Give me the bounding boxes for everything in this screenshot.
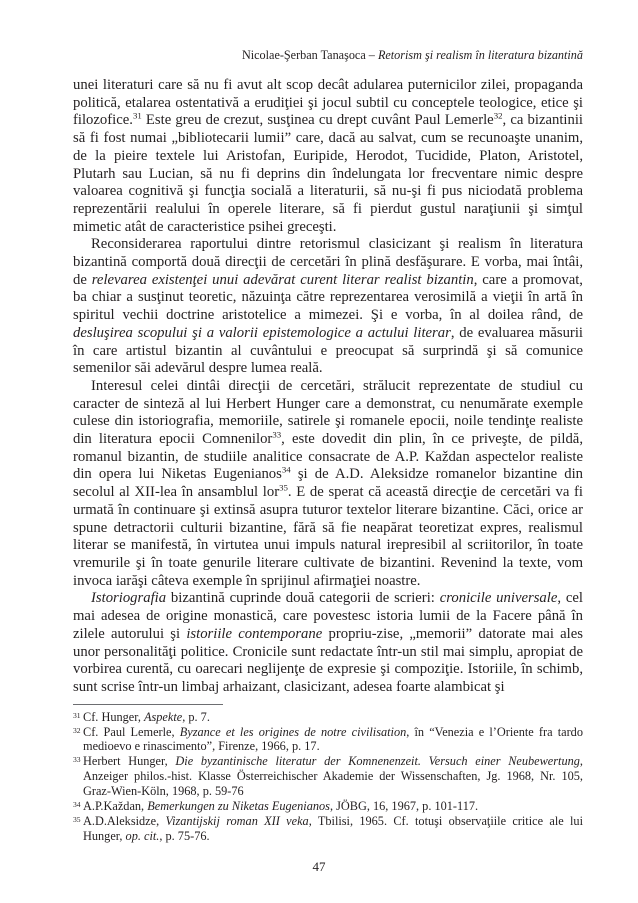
footnote-number: 35	[73, 814, 81, 824]
footnote-ref: 34	[281, 465, 291, 476]
text-run: unei literaturi care să nu fi avut alt scop decât adularea puternicilor zilei, propaganda politică, etalarea ostentativă a erudiţiei şi jocul subtil cu conceptele teologice, etice şi filozofice.	[73, 77, 583, 129]
footnote-separator-rule	[73, 704, 223, 705]
footnote-ref: 35	[279, 482, 288, 493]
italic-text: cronicile universale	[439, 590, 558, 607]
italic-text: Istoriografia	[91, 590, 167, 607]
text-run: , de evaluarea măsurii în care artistul bizantin al cuvântului e preocupat să surprindă şi să comunice semenilor săi adevărul despre lumea reală.	[73, 324, 583, 377]
text-run: , este dovedit din plin, în ce priveşte, de pildă, romanul bizantin, de studiile analitice consacrate de A.P. Každan aspectelor realiste din opera lui Niketas Eugenianos	[73, 431, 583, 483]
italic-text: istoriile contemporane	[186, 625, 323, 642]
italic-text: Vizantijskij roman XII veka	[165, 813, 309, 828]
footnote-text	[83, 710, 210, 724]
paragraph	[73, 590, 583, 696]
footnote	[73, 799, 583, 814]
footnote	[73, 814, 583, 844]
italic-text: desluşirea scopului şi a valorii epistemologice a actului literar	[73, 324, 451, 341]
text-run: Reconsiderarea raportului dintre retorismul clasicizant şi realism în literatura bizantină comportă două direcţii de cercetări în plină desfăşurare. E vorba, mai întâi, de	[73, 236, 583, 288]
italic-text: relevarea existenţei unui adevărat curent literar realist bizantin	[91, 271, 474, 288]
text-run: , ca bizantinii să fi fost numai „bibliotecarii lumii” care, dacă au salvat, cum se recunoaşte unanim, de la pieire textele lui Aristofan, Euripide, Herodot, Tucidide, Platon, Aristotel, Plutarh sau Lucian, să nu fi deprins din îndelungata lor frecventare nimic despre valoarea cognitivă şi funcţia socială a literaturii, să nu-şi fi pus niciodată problema reprezentării realului în operele literare, să fi pierdut gustul naraţiunii şi simţul mimetic atât de caracteristice psihei greceşti.	[73, 112, 583, 235]
footnote	[73, 710, 583, 725]
text-run: Interesul celei dintâi direcţii de cercetări, strălucit reprezentate de studiul cu caracter de sinteză al lui Herbert Hunger care a demonstrat, cu nenumărate exemple culese din istoriografia, memoriile, satirele şi romanele epocii, noile tendinţe realiste din literatura epocii Comnenilor	[73, 377, 583, 448]
footnote-ref: 32	[493, 111, 503, 122]
running-header	[242, 48, 583, 63]
header-title: Retorism şi realism în literatura bizantină	[377, 48, 583, 62]
text-run: şi de A.D. Aleksidze romanelor bizantine din secolul al XII-lea în ansamblul lor	[73, 466, 583, 501]
text-run: A.D.Aleksidze,	[83, 813, 166, 828]
paragraph	[73, 378, 583, 590]
italic-text: Aspekte	[143, 709, 183, 724]
footnote	[73, 725, 583, 755]
footnote-text	[83, 814, 583, 843]
text-run: . E de sperat că această direcţie de cercetări va fi urmată în continuare şi extinsă asupra tuturor textelor literare bizantine. Căci, orice ar spune detractorii culturii bizantine, fără să fie neapărat teoretizat expres, realismul literar se manifestă, în virtutea unui impuls natural irepresibil al scriitorilor, în toate vremurile şi în toate genurile literare cultivate de bizantini. Revenind la texte, vom invoca iarăşi câteva exemple în sprijinul afirmaţiei noastre.	[73, 484, 583, 589]
text-run: , p. 7.	[182, 709, 210, 724]
text-run: Este greu de crezut, susţinea cu drept cuvânt Paul Lemerle	[141, 112, 494, 129]
text-run: A.P.Každan,	[83, 799, 148, 814]
page-number: 47	[312, 858, 326, 874]
footnote-number: 32	[73, 725, 81, 735]
footnote-number: 33	[73, 755, 81, 765]
footnote-ref: 31	[132, 111, 142, 122]
text-run: , JÖBG, 16, 1967, p. 101-117.	[329, 799, 479, 814]
paragraph	[73, 77, 583, 236]
footnote-text	[83, 725, 583, 754]
text-run: , Anzeiger philos.-hist. Klasse Österreichischer Akademie der Wissenschaften, Jg. 1968, Nr. 105, Graz-Wien-Köln, 1968, p. 59-76	[83, 754, 583, 799]
body-text	[73, 77, 583, 697]
text-run: Cf. Paul Lemerle,	[83, 724, 180, 739]
footnote-text	[83, 754, 583, 798]
italic-text: op. cit.	[125, 828, 160, 843]
header-author: Nicolae-Şerban Tanaşoca	[241, 48, 366, 62]
footnote-ref: 33	[272, 429, 282, 440]
text-run: , p. 75-76.	[159, 828, 210, 843]
header-separator: –	[368, 48, 375, 62]
footnote	[73, 754, 583, 799]
text-run: , care a promovat, ba chiar a susţinut teoretic, năzuinţa către reprezentarea verosimilă a vieţii în artă în spiritul vechii doctrine aristotelice a mimezei. Şi e vorba, în al doilea rând, de	[73, 271, 583, 324]
footnote-number: 31	[73, 710, 81, 720]
text-run: , Tbilisi, 1965. Cf. totuşi observaţiile critice ale lui Hunger,	[83, 813, 583, 843]
text-block	[73, 77, 583, 874]
text-run: propriu-zise, „memorii” datorate mai ales unor personalităţi politice. Cronicile sunt redactate într-un stil mai simplu, apropiat de vorbirea curentă, cu oarecari neglijenţe de expresie şi compoziţie. Istoriile, în schimb, sunt scrise într-un limbaj arhaizant, clasicizant, adesea foarte alambicat şi	[73, 625, 583, 695]
italic-text: Die byzantinische literatur der Komnenenzeit. Versuch einer Neubewertung	[175, 754, 580, 769]
text-run: Cf. Hunger,	[83, 709, 144, 724]
footnote-text	[83, 799, 478, 813]
text-run: , cel mai adesea de origine monastică, care povestesc istoria lumii de la Facere până în zilele autorului şi	[73, 590, 583, 642]
text-run: Herbert Hunger,	[83, 754, 176, 769]
footnotes	[73, 710, 583, 844]
text-run: bizantină cuprinde două categorii de scrieri:	[166, 590, 440, 607]
text-run: , în “Venezia e l’Oriente fra tardo medioevo e rinascimento”, Firenze, 1966, p. 17.	[83, 724, 583, 754]
italic-text: Byzance et les origines de notre civilisation	[179, 724, 407, 739]
paragraph	[73, 236, 583, 378]
footnote-number: 34	[73, 800, 81, 810]
italic-text: Bemerkungen zu Niketas Eugenianos	[147, 799, 330, 814]
